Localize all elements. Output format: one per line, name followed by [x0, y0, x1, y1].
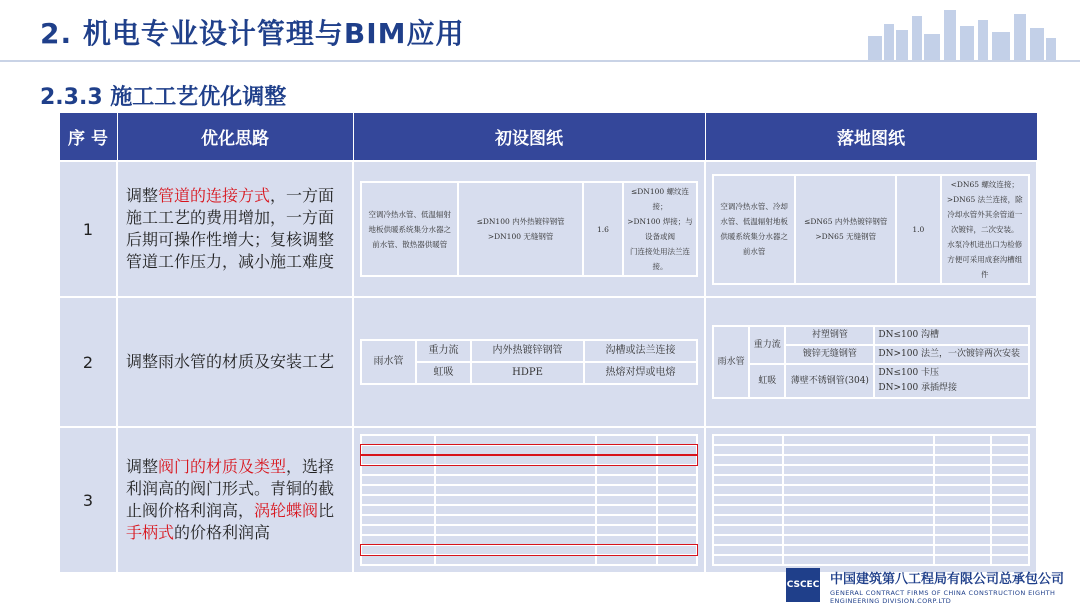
drawing-cell [435, 475, 596, 485]
drawing-cell [361, 535, 435, 545]
drawing-cell [934, 495, 991, 505]
drawing-cell [596, 535, 656, 545]
drawing-cell: 衬塑钢管 [785, 326, 874, 345]
drawing-table [712, 325, 1030, 399]
city-skyline-graphic [860, 6, 1060, 60]
drawing-cell [991, 535, 1029, 545]
drawing-cell [657, 435, 697, 445]
table-row [59, 297, 1037, 427]
drawing-cell [934, 515, 991, 525]
drawing-cell [596, 555, 656, 565]
initial-drawing-2 [353, 297, 705, 427]
drawing-cell [713, 545, 783, 555]
drawing-cell [991, 475, 1029, 485]
drawing-cell [596, 515, 656, 525]
drawing-cell [596, 545, 656, 555]
drawing-cell [361, 515, 435, 525]
drawing-cell [435, 505, 596, 515]
drawing-cell [991, 505, 1029, 515]
drawing-cell: 雨水管 [713, 326, 749, 398]
drawing-cell: 重力流 [416, 340, 471, 362]
drawing-cell [657, 545, 697, 555]
idea-text: ，一方面施工工艺的费用增加，一方面后期可操作性增大；复核调整管道工作压力，减小施工难度 [126, 186, 335, 271]
drawing-cell [435, 545, 596, 555]
drawing-cell: DN≤100 卡压 DN>100 承插焊接 [874, 364, 1029, 398]
drawing-cell [934, 555, 991, 565]
drawing-cell: 1.0 [896, 175, 940, 284]
drawing-cell [934, 545, 991, 555]
drawing-cell: 虹吸 [416, 362, 471, 384]
idea-text: 的价格利润高 [174, 523, 271, 542]
drawing-cell [435, 495, 596, 505]
drawing-cell [657, 485, 697, 495]
drawing-cell [783, 475, 935, 485]
drawing-cell [783, 555, 935, 565]
idea-text: ，选择利润高的阀门形式。青铜的截止阀价格利润高， [126, 457, 335, 520]
drawing-cell [991, 515, 1029, 525]
drawing-cell: DN>100 法兰，一次镀锌两次安装 [874, 345, 1029, 364]
drawing-cell [435, 435, 596, 445]
drawing-cell: HDPE [471, 362, 584, 384]
highlighted-text: 管道的连接方式 [158, 186, 271, 205]
drawing-cell: DN≤100 沟槽 [874, 326, 1029, 345]
drawing-cell [657, 505, 697, 515]
drawing-cell [783, 545, 935, 555]
drawing-table [360, 181, 698, 277]
drawing-cell [713, 465, 783, 475]
drawing-cell: 内外热镀锌钢管 [471, 340, 584, 362]
drawing-cell [657, 515, 697, 525]
drawing-cell: 1.6 [583, 182, 623, 276]
drawing-cell [596, 525, 656, 535]
drawing-cell: ≤DN100 螺纹连接； >DN100 焊接；与设备或阀 门连接处用法兰连接。 [623, 182, 697, 276]
idea-text: 比 [318, 501, 335, 520]
drawing-cell [713, 455, 783, 465]
title-divider [0, 60, 1080, 62]
drawing-cell [934, 485, 991, 495]
valve-schedule-drawing [712, 434, 1030, 566]
drawing-cell [713, 515, 783, 525]
drawing-cell [934, 525, 991, 535]
drawing-cell [934, 535, 991, 545]
drawing-cell [596, 465, 656, 475]
drawing-cell [657, 465, 697, 475]
drawing-cell [361, 475, 435, 485]
drawing-cell: <DN65 螺纹连接； >DN65 法兰连接，除冷却水管外其余管道一次镀锌，二次安装。 水泵冷机进出口为检修方便可采用成套沟槽组件 [941, 175, 1030, 284]
drawing-cell: 沟槽或法兰连接 [584, 340, 697, 362]
drawing-cell [991, 445, 1029, 455]
drawing-cell [361, 465, 435, 475]
drawing-cell [657, 535, 697, 545]
drawing-cell [713, 475, 783, 485]
drawing-cell [991, 555, 1029, 565]
drawing-cell [713, 555, 783, 565]
valve-schedule-drawing [360, 434, 698, 566]
drawing-cell [361, 525, 435, 535]
drawing-cell [435, 465, 596, 475]
drawing-cell [783, 515, 935, 525]
drawing-cell [361, 455, 435, 465]
drawing-cell [596, 505, 656, 515]
drawing-cell [934, 455, 991, 465]
drawing-cell [435, 455, 596, 465]
header-seq: 序 号 [59, 113, 117, 162]
drawing-cell [713, 525, 783, 535]
drawing-cell [361, 555, 435, 565]
row-number: 1 [59, 161, 117, 297]
table-row [59, 427, 1037, 573]
drawing-cell [713, 505, 783, 515]
section-subtitle: 2.3.3 施工工艺优化调整 [40, 85, 287, 110]
drawing-cell [783, 485, 935, 495]
drawing-cell [991, 545, 1029, 555]
drawing-cell [783, 505, 935, 515]
initial-drawing-3 [353, 427, 705, 573]
drawing-cell [596, 455, 656, 465]
slide-title: 2. 机电专业设计管理与BIM应用 [40, 17, 465, 50]
drawing-cell [657, 445, 697, 455]
optimization-idea [117, 161, 353, 297]
drawing-cell [596, 485, 656, 495]
drawing-cell [783, 525, 935, 535]
final-drawing-3 [705, 427, 1037, 573]
drawing-cell [934, 505, 991, 515]
drawing-cell [934, 465, 991, 475]
company-name-en: GENERAL CONTRACT FIRMS OF CHINA CONSTRUCTION EIGHTH ENGINEERING DIVISION.CORP.LTD [830, 589, 1056, 605]
drawing-cell [361, 505, 435, 515]
drawing-cell [657, 525, 697, 535]
drawing-cell: ≤DN65 内外热镀锌钢管 >DN65 无缝钢管 [795, 175, 896, 284]
row-number: 3 [59, 427, 117, 573]
drawing-cell [657, 495, 697, 505]
drawing-cell: 虹吸 [749, 364, 785, 398]
idea-text: 调整 [126, 457, 159, 476]
drawing-cell: 镀锌无缝钢管 [785, 345, 874, 364]
header-final-drawing: 落地图纸 [705, 113, 1037, 162]
drawing-cell [783, 495, 935, 505]
drawing-cell [657, 475, 697, 485]
drawing-cell [596, 445, 656, 455]
drawing-cell [934, 435, 991, 445]
final-drawing-2 [705, 297, 1037, 427]
drawing-cell [596, 475, 656, 485]
drawing-cell [713, 445, 783, 455]
drawing-cell [713, 495, 783, 505]
drawing-cell [435, 485, 596, 495]
drawing-cell [934, 445, 991, 455]
header-idea: 优化思路 [117, 113, 353, 162]
drawing-cell [991, 525, 1029, 535]
drawing-cell: 空调冷热水管、低温辐射地板供暖系统集分水器之前水管、散热器供暖管 [361, 182, 458, 276]
drawing-cell [361, 435, 435, 445]
company-name-cn: 中国建筑第八工程局有限公司总承包公司 [830, 572, 1065, 587]
drawing-cell [361, 495, 435, 505]
drawing-cell [657, 455, 697, 465]
company-logo: CSCEC [786, 568, 820, 602]
drawing-cell [596, 435, 656, 445]
initial-drawing-1 [353, 161, 705, 297]
optimization-idea [117, 297, 353, 427]
drawing-cell [657, 555, 697, 565]
idea-text: 调整 [126, 186, 159, 205]
highlighted-text: 阀门的材质及类型 [158, 457, 287, 476]
drawing-cell [783, 445, 935, 455]
optimization-idea [117, 427, 353, 573]
drawing-cell [435, 555, 596, 565]
header-initial-drawing: 初设图纸 [353, 113, 705, 162]
drawing-cell [596, 495, 656, 505]
drawing-cell [991, 435, 1029, 445]
table-row [59, 161, 1037, 297]
drawing-cell [435, 535, 596, 545]
drawing-cell [361, 545, 435, 555]
drawing-table [360, 339, 698, 385]
drawing-cell [783, 455, 935, 465]
drawing-cell [783, 465, 935, 475]
highlighted-text: 手柄式 [126, 523, 175, 542]
drawing-cell [934, 475, 991, 485]
drawing-cell: ≤DN100 内外热镀锌钢管 >DN100 无缝钢管 [458, 182, 582, 276]
drawing-cell [713, 535, 783, 545]
drawing-cell [783, 535, 935, 545]
drawing-cell: 热熔对焊或电熔 [584, 362, 697, 384]
drawing-cell: 重力流 [749, 326, 785, 364]
drawing-cell: 雨水管 [361, 340, 416, 384]
drawing-cell: 空调冷热水管、冷却水管、低温辐射地板供暖系统集分水器之前水管 [713, 175, 795, 284]
final-drawing-1 [705, 161, 1037, 297]
drawing-cell [361, 445, 435, 455]
drawing-cell [435, 515, 596, 525]
drawing-table [712, 174, 1030, 285]
idea-text: 调整雨水管的材质及安装工艺 [126, 352, 335, 371]
drawing-cell [991, 465, 1029, 475]
drawing-cell [435, 525, 596, 535]
drawing-cell [713, 485, 783, 495]
drawing-cell [991, 485, 1029, 495]
drawing-cell [713, 435, 783, 445]
highlighted-text: 涡轮蝶阀 [254, 501, 319, 520]
row-number: 2 [59, 297, 117, 427]
drawing-cell [783, 435, 935, 445]
drawing-cell: 薄壁不锈钢管(304) [785, 364, 874, 398]
drawing-cell [991, 455, 1029, 465]
drawing-cell [991, 495, 1029, 505]
optimization-table [58, 112, 1038, 574]
drawing-cell [435, 445, 596, 455]
drawing-cell [361, 485, 435, 495]
